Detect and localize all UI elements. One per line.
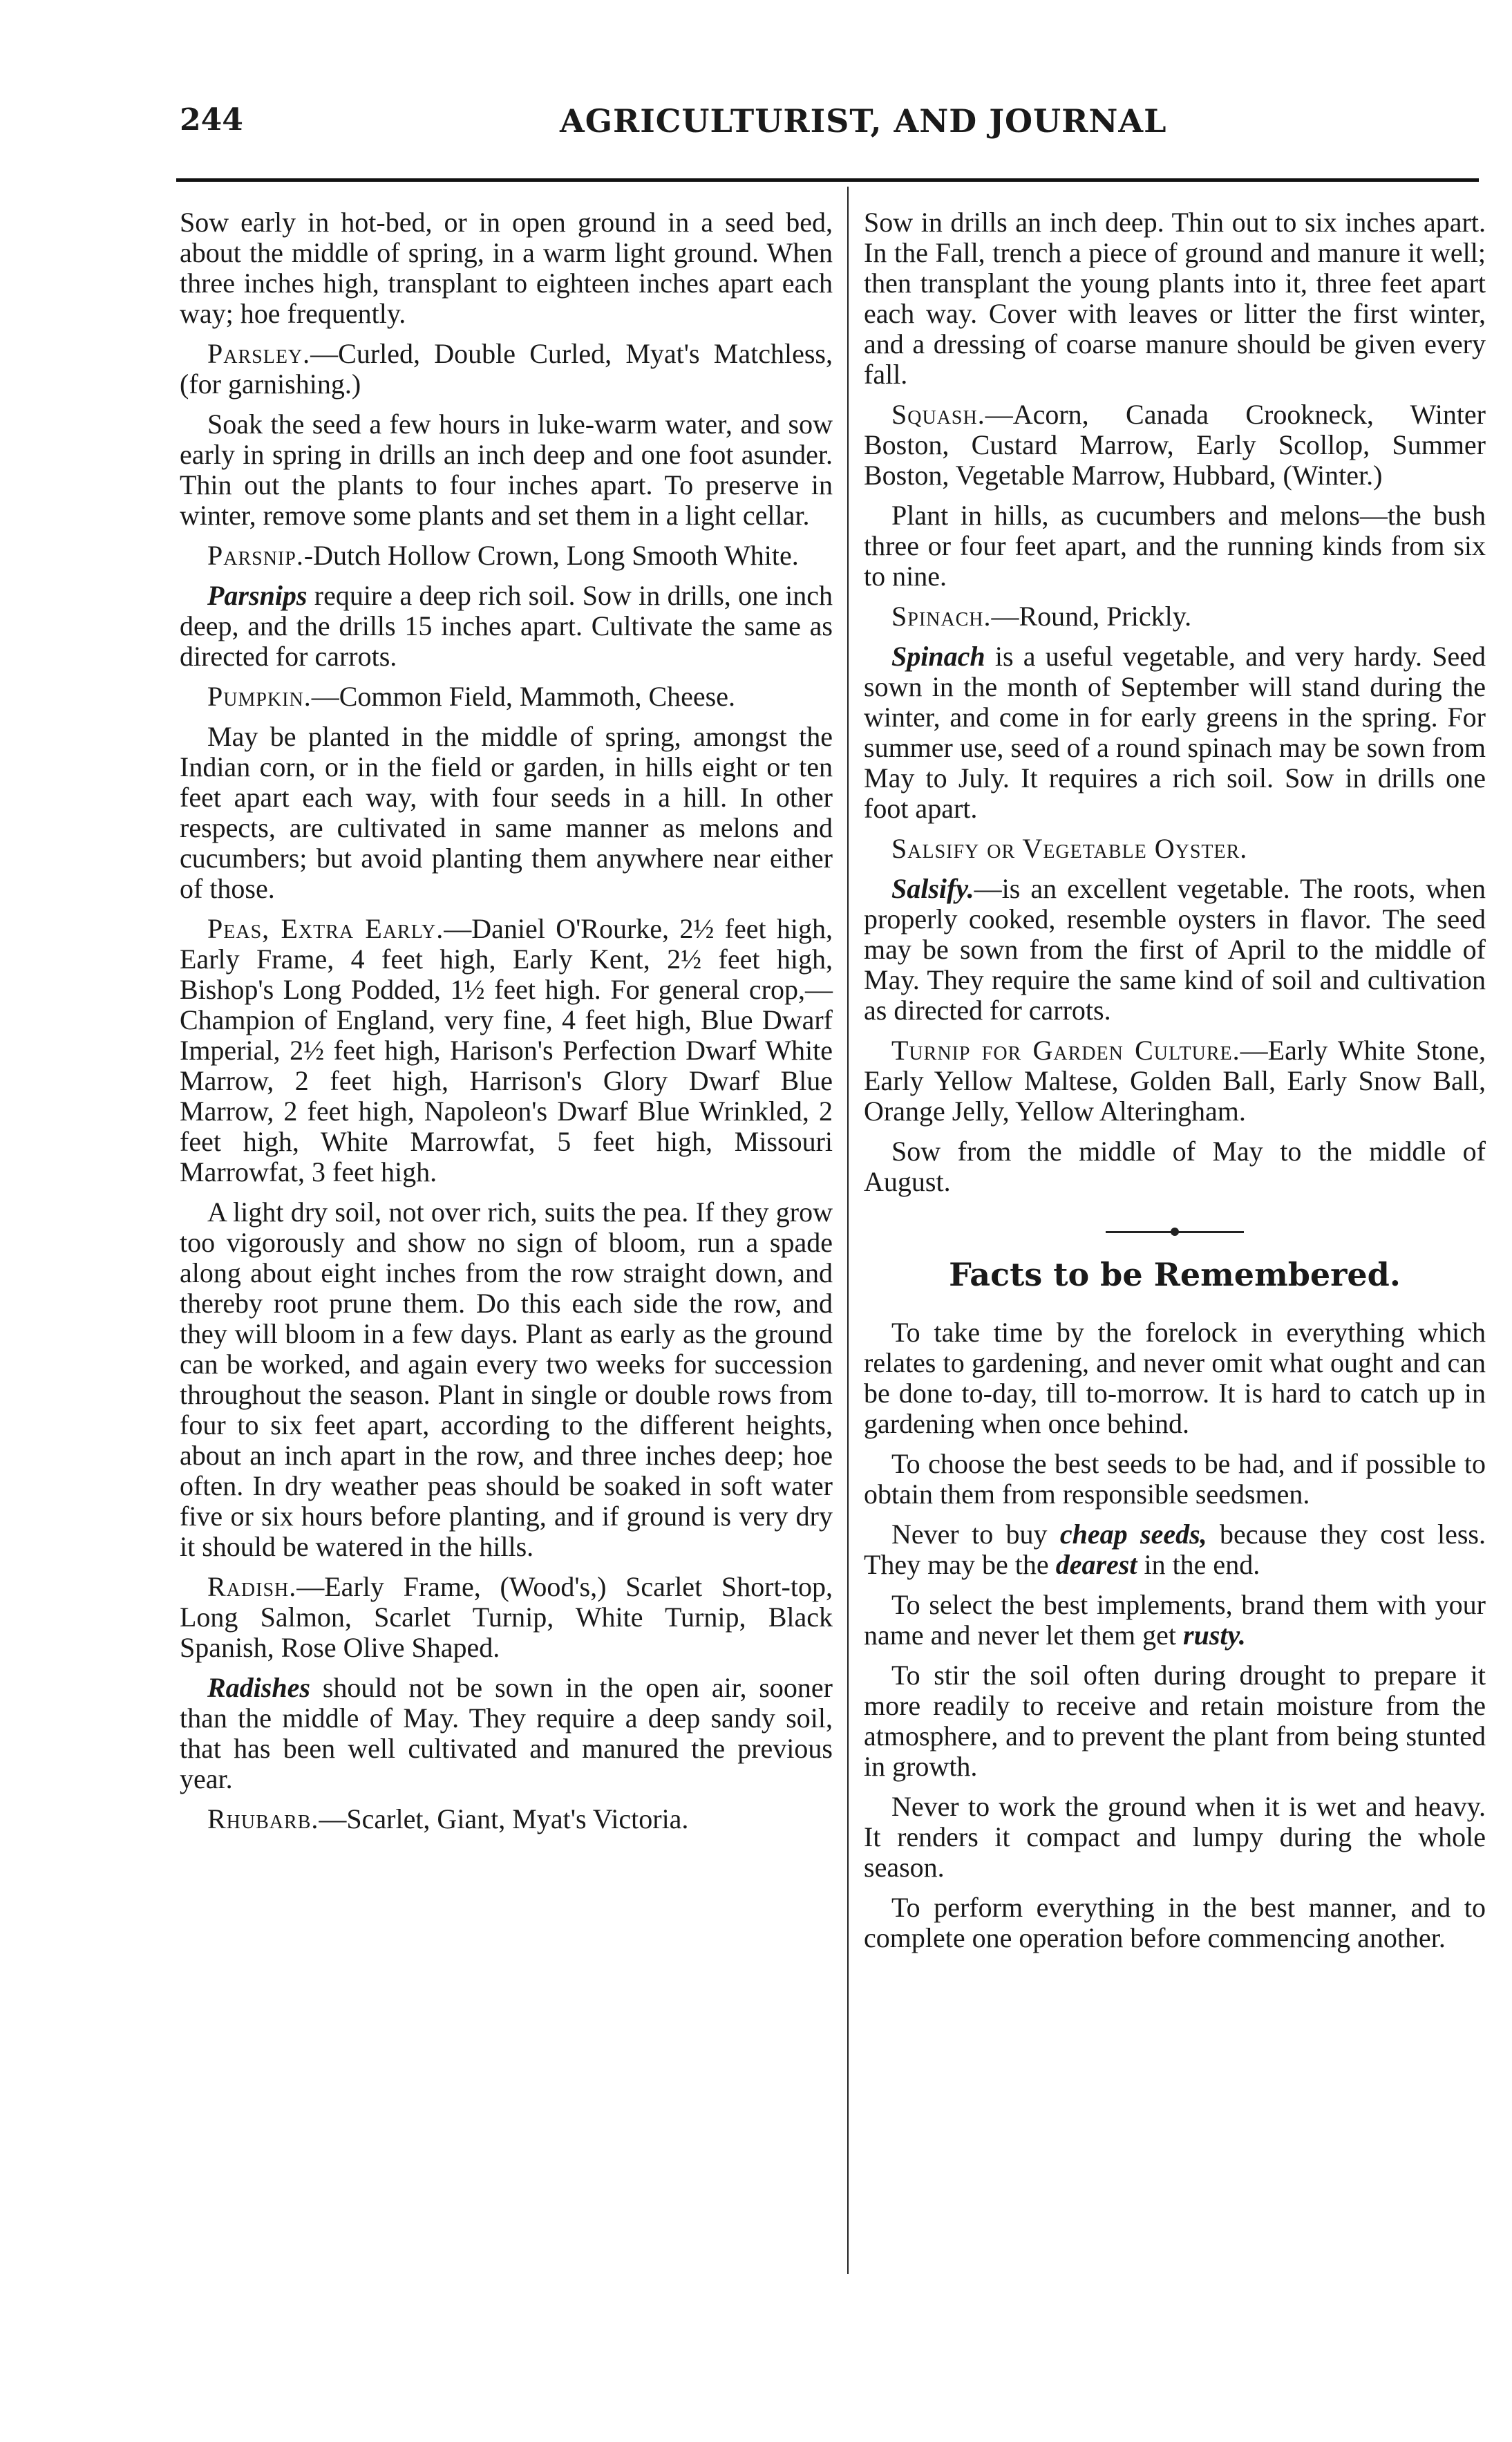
ornament-dot [1171, 1228, 1179, 1236]
fact-item: To choose the best seeds to be had, and if possible to obtain them from responsible seedsmen. [864, 1448, 1486, 1510]
fact-item: Never to work the ground when it is wet and heavy. It renders it compact and lumpy during the whole season. [864, 1791, 1486, 1883]
entry-label: Spinach. [891, 601, 992, 632]
paragraph [180, 1673, 833, 1794]
page-number: 244 [180, 102, 243, 138]
emphasis-word: rusty. [1183, 1619, 1246, 1651]
left-column [180, 207, 833, 1844]
entry-label: Salsify or Vegetable Oyster. [891, 833, 1248, 864]
entry-salsify-head [864, 834, 1486, 864]
paragraph: Sow in drills an inch deep. Thin out to six inches apart. In the Fall, trench a piece of ground and manure it well; then transplant the young plants into it, three feet apart each way. Cover with leaves or litter the first winter, and a dressing of coarse manure should be given every fall. [864, 207, 1486, 390]
fact-text: in the end. [1137, 1549, 1260, 1580]
emphasis-word: Parsnips [207, 580, 308, 611]
paragraph [864, 874, 1486, 1026]
entry-label: Parsley. [207, 338, 311, 369]
emphasis-word: dearest [1055, 1549, 1137, 1580]
header-rule [176, 178, 1479, 182]
entry-parsley [180, 339, 833, 400]
paragraph-text: should not be sown in the open air, sooner than the middle of May. They require a deep sandy soil, that has been well cultivated and manured the previous year. [180, 1672, 833, 1794]
entry-label: Pumpkin. [207, 681, 312, 712]
paragraph: Soak the seed a few hours in luke-warm water, and sow early in spring in drills an inch deep and one foot asunder. Thin out the plants to four inches apart. To preserve in winter, remove some plants and set them in a light cellar. [180, 408, 833, 531]
fact-item [864, 1519, 1486, 1580]
entry-label: Rhubarb. [207, 1803, 319, 1834]
running-head: AGRICULTURIST, AND JOURNAL [560, 102, 1167, 140]
paragraph: Plant in hills, as cucumbers and melons—the bush three or four feet apart, and the running kinds from six to nine. [864, 500, 1486, 592]
paragraph: Sow from the middle of May to the middle of August. [864, 1136, 1486, 1197]
entry-rhubarb [180, 1804, 833, 1834]
entry-pumpkin [180, 682, 833, 712]
entry-turnip [864, 1035, 1486, 1127]
section-ornament [1106, 1225, 1244, 1239]
entry-text: -Dutch Hollow Crown, Long Smooth White. [303, 540, 799, 571]
entry-text: —Daniel O'Rourke, 2½ feet high, Early Frame, 4 feet high, Early Kent, 2½ feet high, Bishop's Long Podded, 1½ feet high. For general crop,—Champion of England, very fine, 4 feet high, Blue Dwarf Imperial, 2½ feet high, Harison's Perfection Dwarf White Marrow, 2 feet high, Harrison's Glory Dwarf Blue Marrow, 2 feet high, Napoleon's Dwarf Blue Wrinkled, 2 feet high, White Marrowfat, 5 feet high, Missouri Marrowfat, 3 feet high. [180, 913, 833, 1187]
entry-label: Squash. [891, 399, 985, 430]
entry-squash [864, 400, 1486, 491]
fact-text: because they cost less. They may be the [864, 1519, 1486, 1580]
column-divider [847, 187, 849, 2274]
paragraph-text: is a useful vegetable, and very hardy. Seed sown in the month of September will stand during the winter, and come in for early greens in the spring. For summer use, seed of a round spinach may be sown from May to July. It requires a rich soil. Sow in drills one foot apart. [864, 641, 1486, 824]
fact-item: To perform everything in the best manner, and to complete one operation before commencing another. [864, 1892, 1486, 1953]
paragraph: May be planted in the middle of spring, amongst the Indian corn, or in the field or garden, in hills eight or ten feet apart each way, with four seeds in a hill. In other respects, are cultivated in same manner as melons and cucumbers; but avoid planting them anywhere near either of those. [180, 721, 833, 904]
entry-text: —Curled, Double Curled, Myat's Matchless, (for garnishing.) [180, 338, 833, 400]
entry-label: Radish. [207, 1571, 297, 1602]
right-column [864, 207, 1486, 1963]
fact-item [864, 1590, 1486, 1651]
paragraph [864, 641, 1486, 824]
paragraph: Sow early in hot-bed, or in open ground in a seed bed, about the middle of spring, in a warm light ground. When three inches high, transplant to eighteen inches apart each way; hoe frequently. [180, 207, 833, 329]
entry-peas [180, 914, 833, 1187]
entry-text: —Early White Stone, Early Yellow Maltese, Golden Ball, Early Snow Ball, Orange Jelly, Yellow Alteringham. [864, 1035, 1486, 1127]
paragraph: A light dry soil, not over rich, suits the pea. If they grow too vigorously and show no sign of bloom, run a spade along about eight inches from the row straight down, and thereby root prune them. Do this each side the row, and they will bloom in a few days. Plant as early as the ground can be worked, and again every two weeks for succession throughout the season. Plant in single or double rows from four to six feet apart, according to the different heights, about an inch apart in the row, and three inches deep; hoe often. In dry weather peas should be soaked in soft water five or six hours before planting, and if ground is very dry it should be watered in the hills. [180, 1196, 833, 1562]
entry-text: —Round, Prickly. [991, 601, 1192, 632]
fact-item: To stir the soil often during drought to prepare it more readily to receive and retain moisture from the atmosphere, and to prevent the plant from being stunted in growth. [864, 1660, 1486, 1782]
emphasis-word: Spinach [891, 641, 985, 672]
entry-parsnip [180, 541, 833, 571]
emphasis-word: Salsify. [891, 873, 974, 904]
fact-text: Never to buy [891, 1519, 1060, 1550]
entry-label: Turnip for Garden Culture. [891, 1035, 1240, 1066]
entry-spinach [864, 601, 1486, 632]
fact-item: To take time by the forelock in everything which relates to gardening, and never omit what ought and can be done to-day, till to-morrow. It is hard to catch up in gardening when once behind. [864, 1317, 1486, 1439]
entry-text: —Acorn, Canada Crookneck, Winter Boston, Custard Marrow, Early Scollop, Summer Boston, Vegetable Marrow, Hubbard, (Winter.) [864, 399, 1486, 491]
paragraph-text: require a deep rich soil. Sow in drills, one inch deep, and the drills 15 inches apart. Cultivate the same as directed for carrots. [180, 580, 833, 672]
entry-text: —Early Frame, (Wood's,) Scarlet Short-top, Long Salmon, Scarlet Turnip, White Turnip, Black Spanish, Rose Olive Shaped. [180, 1571, 833, 1663]
entry-text: —Common Field, Mammoth, Cheese. [311, 681, 736, 712]
entry-text: —Scarlet, Giant, Myat's Victoria. [319, 1803, 689, 1834]
paragraph-text: —is an excellent vegetable. The roots, when properly cooked, resemble oysters in flavor. The seed may be sown from the first of April to the middle of May. They require the same kind of soil and cultivation as directed for carrots. [864, 873, 1486, 1026]
entry-label: Parsnip. [207, 540, 304, 571]
page-header [166, 97, 1479, 152]
fact-text: To select the best implements, brand them with your name and never let them get [864, 1589, 1486, 1651]
entry-label: Peas, Extra Early. [207, 913, 444, 944]
facts-section-title: Facts to be Remembered. [949, 1256, 1401, 1293]
emphasis-word: Radishes [207, 1672, 310, 1703]
paragraph [180, 581, 833, 672]
entry-radish [180, 1572, 833, 1663]
emphasis-word: cheap seeds, [1059, 1519, 1207, 1550]
